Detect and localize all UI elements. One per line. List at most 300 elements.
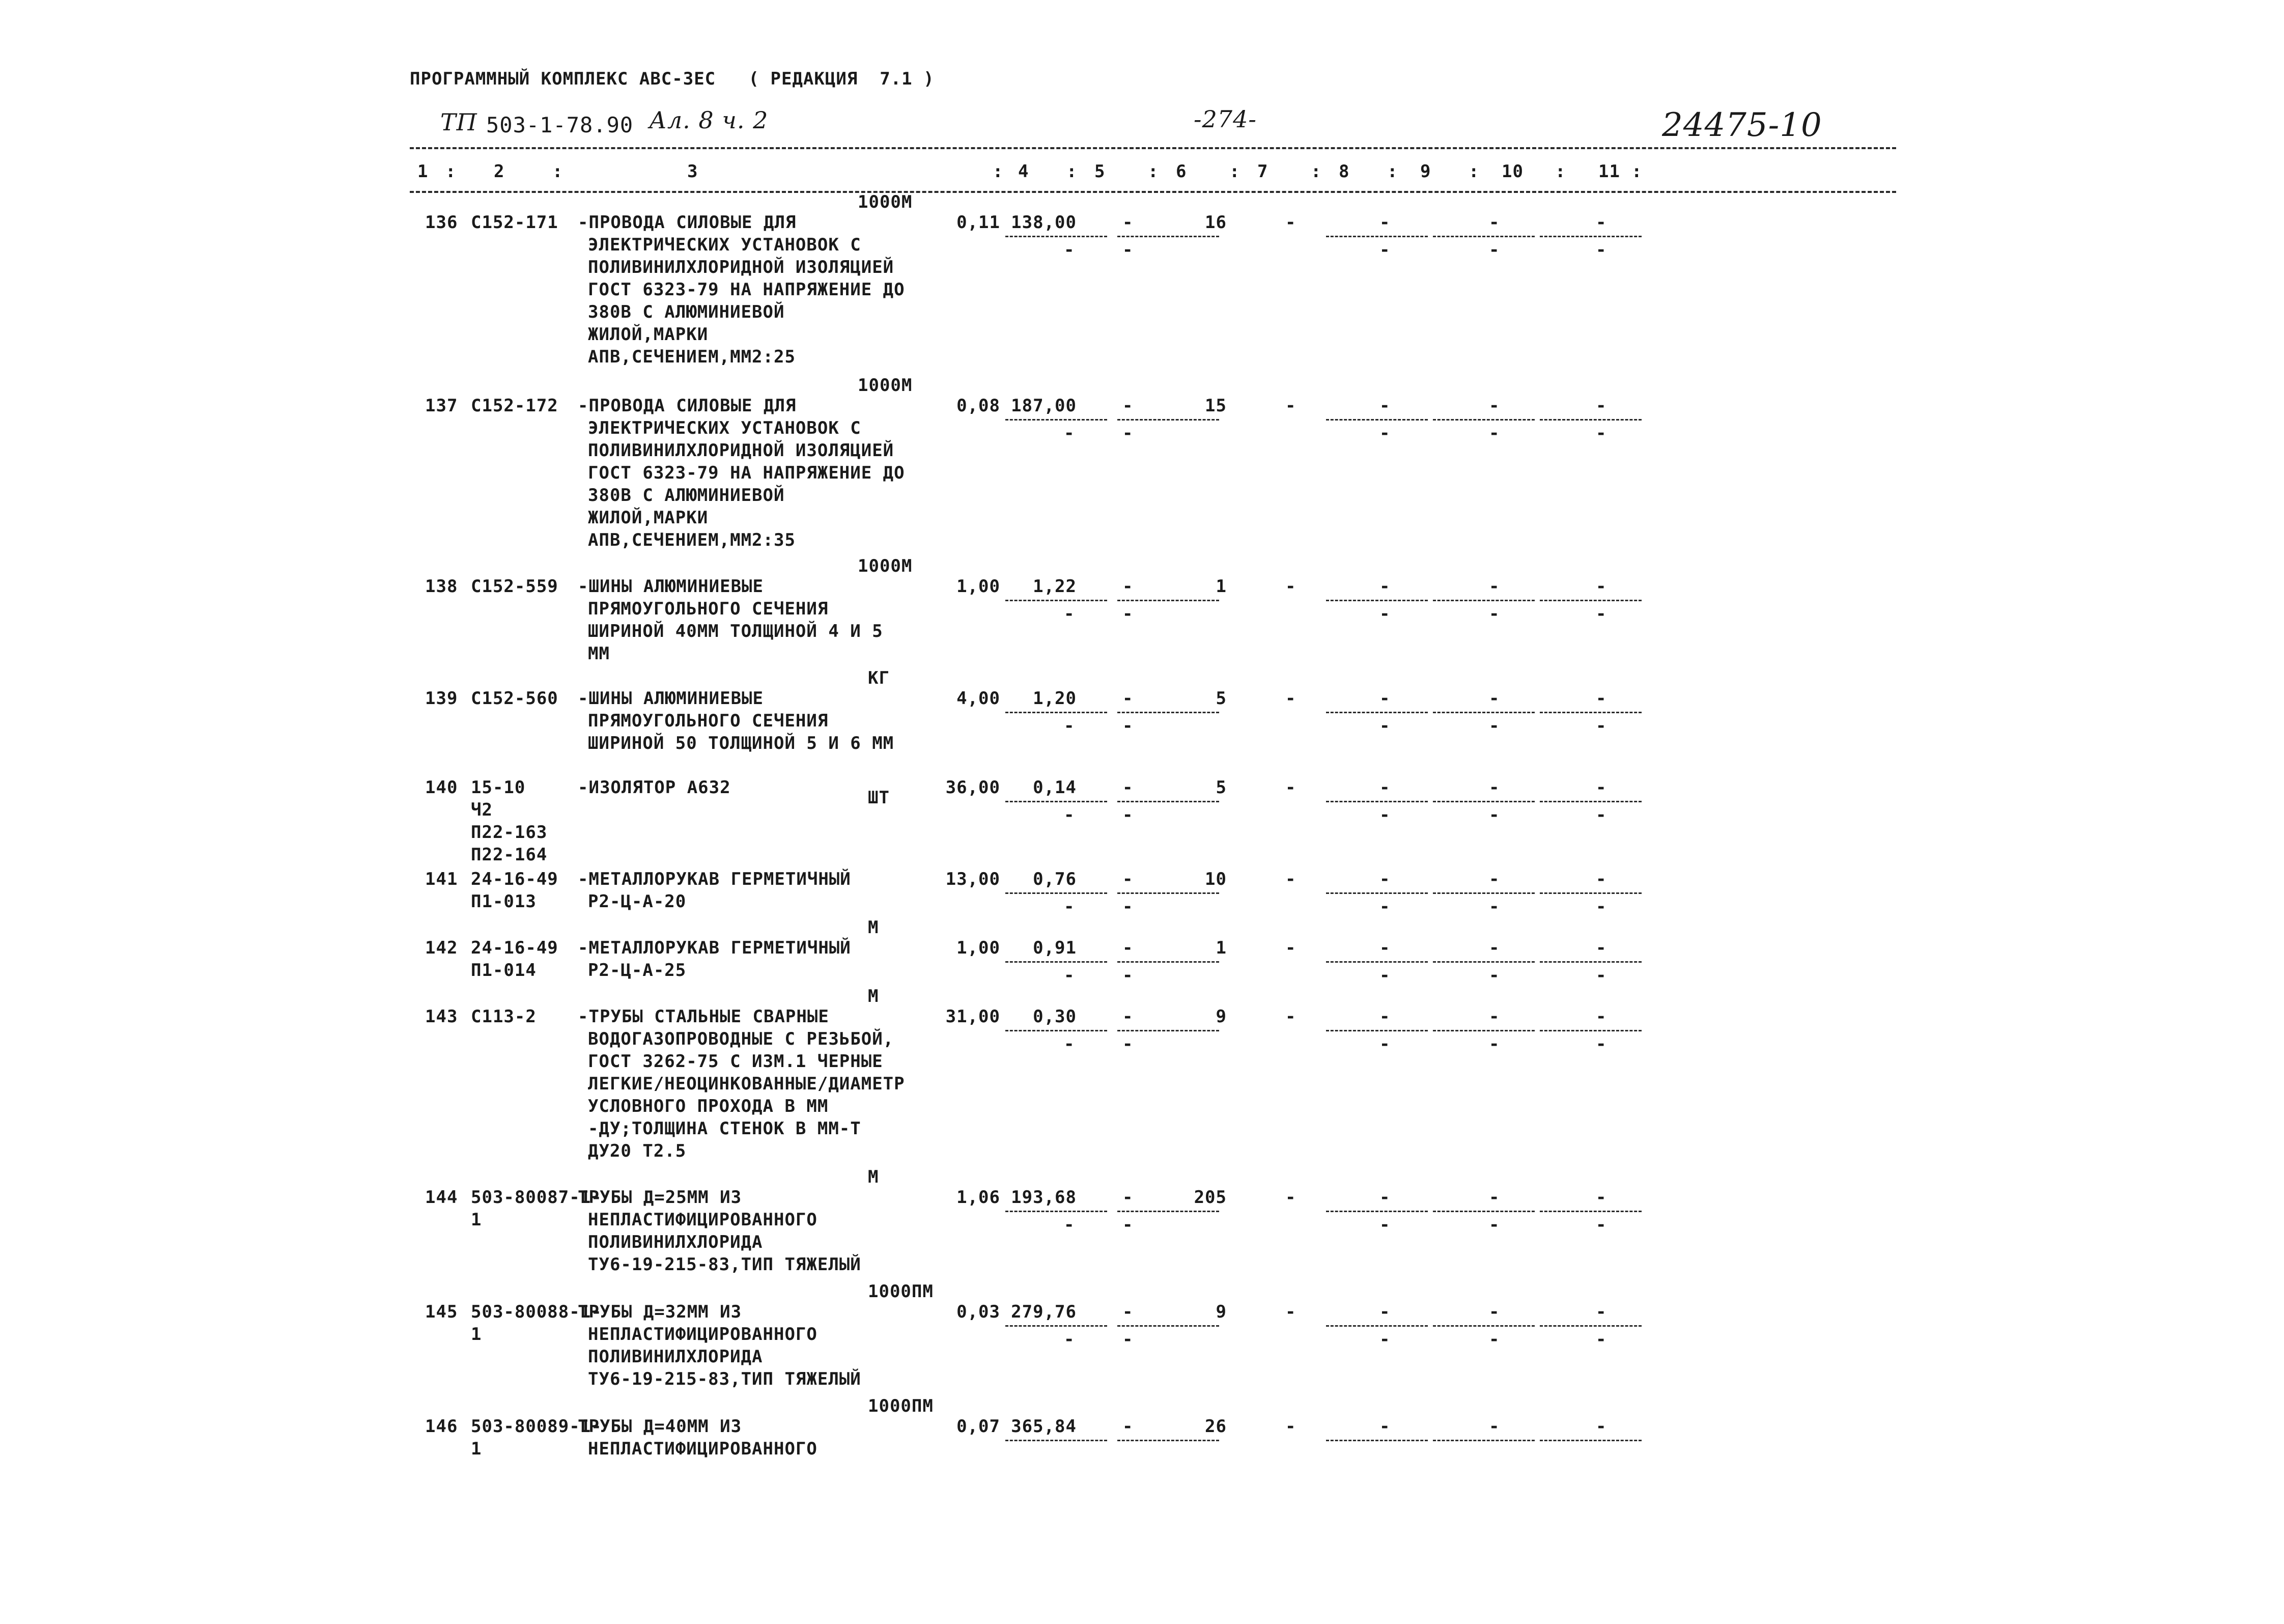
col8-value: - <box>1285 1302 1296 1322</box>
col6-sub-value: - <box>1122 1034 1134 1054</box>
subtotal-rule <box>1433 1211 1535 1212</box>
unit-label: М <box>868 986 879 1006</box>
description-line: ЛЕГКИЕ/НЕОЦИНКОВАННЫЕ/ДИАМЕТР <box>588 1074 905 1094</box>
col9-value: - <box>1379 396 1391 416</box>
subtotal-rule <box>1005 1030 1107 1031</box>
program-header: ПРОГРАММНЫЙ КОМПЛЕКС АВС-3ЕС ( РЕДАКЦИЯ 7.1 ) <box>410 69 935 89</box>
col10-value: - <box>1489 938 1500 958</box>
description-line: -ПРОВОДА СИЛОВЫЕ ДЛЯ <box>578 212 797 233</box>
col9-value: - <box>1379 1416 1391 1437</box>
col7-value: 10 <box>1205 869 1227 889</box>
col8-value: - <box>1285 688 1296 709</box>
col11-value: - <box>1596 1416 1607 1437</box>
subtotal-rule <box>1117 892 1219 894</box>
subtotal-rule <box>1540 1030 1642 1031</box>
col10-value: - <box>1489 777 1500 798</box>
quantity: 31,00 <box>945 1006 1000 1027</box>
col5-sub-value: - <box>1064 716 1075 736</box>
col9-sub-value: - <box>1379 604 1391 624</box>
resource-code: П22-164 <box>471 845 548 865</box>
col8-value: - <box>1285 938 1296 958</box>
col9-value: - <box>1379 777 1391 798</box>
col9-sub-value: - <box>1379 897 1391 917</box>
col6-sub-value: - <box>1122 716 1134 736</box>
resource-code: Ч2 <box>471 800 493 820</box>
col10-sub-value: - <box>1489 604 1500 624</box>
col11-value: - <box>1596 938 1607 958</box>
column-header-11: 11 <box>1598 161 1620 182</box>
col11-sub-value: - <box>1596 716 1607 736</box>
col10-sub-value: - <box>1489 805 1500 825</box>
subtotal-rule <box>1433 892 1535 894</box>
col10-value: - <box>1489 576 1500 597</box>
unit-label: КГ <box>868 668 890 688</box>
col11-sub-value: - <box>1596 423 1607 443</box>
description-line: АПВ,СЕЧЕНИЕМ,ММ2:35 <box>588 530 796 550</box>
col9-sub-value: - <box>1379 423 1391 443</box>
row-number: 139 <box>425 688 458 709</box>
resource-code: П1-013 <box>471 891 537 912</box>
unit-price: 0,76 <box>1033 869 1077 889</box>
col10-value: - <box>1489 688 1500 709</box>
subtotal-rule <box>1433 712 1535 713</box>
col8-value: - <box>1285 1006 1296 1027</box>
col11-sub-value: - <box>1596 1215 1607 1235</box>
row-number: 146 <box>425 1416 458 1437</box>
description-line: ТРУБЫ Д=25ММ ИЗ <box>578 1187 742 1208</box>
col6-value: - <box>1122 576 1134 597</box>
col11-value: - <box>1596 576 1607 597</box>
col8-value: - <box>1285 576 1296 597</box>
description-line: ШИРИНОЙ 40ММ ТОЛЩИНОЙ 4 И 5 <box>588 621 883 641</box>
description-line: ПРЯМОУГОЛЬНОГО СЕЧЕНИЯ <box>588 599 829 619</box>
subtotal-rule <box>1326 712 1428 713</box>
col6-sub-value: - <box>1122 423 1134 443</box>
column-separator: : <box>1148 161 1159 182</box>
subtotal-rule <box>1540 712 1642 713</box>
col11-value: - <box>1596 212 1607 233</box>
unit-price: 0,30 <box>1033 1006 1077 1027</box>
subtotal-rule <box>1326 236 1428 237</box>
col7-value: 15 <box>1205 396 1227 416</box>
col10-value: - <box>1489 1187 1500 1208</box>
col7-value: 1 <box>1216 576 1227 597</box>
description-line: ПРЯМОУГОЛЬНОГО СЕЧЕНИЯ <box>588 711 829 731</box>
column-separator: : <box>552 161 563 182</box>
unit-price: 187,00 <box>1011 396 1077 416</box>
subtotal-rule <box>1326 1325 1428 1327</box>
col10-value: - <box>1489 212 1500 233</box>
column-header-10: 10 <box>1502 161 1524 182</box>
subtotal-rule <box>1005 1211 1107 1212</box>
subtotal-rule <box>1433 1325 1535 1327</box>
row-number: 141 <box>425 869 458 889</box>
unit-price: 138,00 <box>1011 212 1077 233</box>
col6-value: - <box>1122 1187 1134 1208</box>
description-line: ЖИЛОЙ,МАРКИ <box>588 508 709 528</box>
description-line: ТУ6-19-215-83,ТИП ТЯЖЕЛЫЙ <box>588 1369 861 1389</box>
row-number: 144 <box>425 1187 458 1208</box>
subtotal-rule <box>1117 801 1219 802</box>
column-header-1: 1 <box>417 161 429 182</box>
resource-code: 24-16-49 <box>471 869 558 889</box>
subtotal-rule <box>1117 419 1219 421</box>
unit-label: М <box>868 917 879 938</box>
col9-sub-value: - <box>1379 1034 1391 1054</box>
subtotal-rule <box>1433 961 1535 963</box>
col11-sub-value: - <box>1596 965 1607 986</box>
resource-code: 503-80088-1- <box>471 1302 602 1322</box>
subtotal-rule <box>1005 961 1107 963</box>
quantity: 0,07 <box>956 1416 1000 1437</box>
col10-value: - <box>1489 1302 1500 1322</box>
column-separator: : <box>445 161 457 182</box>
col9-value: - <box>1379 869 1391 889</box>
subtotal-rule <box>1005 419 1107 421</box>
unit-label: ШТ <box>868 788 890 808</box>
subtotal-rule <box>1433 236 1535 237</box>
col5-sub-value: - <box>1064 1034 1075 1054</box>
subtotal-rule <box>1433 1440 1535 1441</box>
quantity: 0,11 <box>956 212 1000 233</box>
document-number: 24475-10 <box>1662 106 1822 144</box>
description-line: 380В С АЛЮМИНИЕВОЙ <box>588 302 785 322</box>
col8-value: - <box>1285 777 1296 798</box>
col11-value: - <box>1596 396 1607 416</box>
col8-value: - <box>1285 212 1296 233</box>
description-line: ШИРИНОЙ 50 ТОЛЩИНОЙ 5 И 6 ММ <box>588 733 894 753</box>
col10-sub-value: - <box>1489 1034 1500 1054</box>
col6-value: - <box>1122 777 1134 798</box>
col9-sub-value: - <box>1379 805 1391 825</box>
col10-value: - <box>1489 396 1500 416</box>
subtotal-rule <box>1005 712 1107 713</box>
col6-sub-value: - <box>1122 1215 1134 1235</box>
col10-sub-value: - <box>1489 716 1500 736</box>
description-line: ММ <box>588 643 610 664</box>
row-number: 145 <box>425 1302 458 1322</box>
column-header-5: 5 <box>1094 161 1106 182</box>
description-line: НЕПЛАСТИФИЦИРОВАННОГО <box>588 1324 817 1345</box>
col5-sub-value: - <box>1064 1329 1075 1350</box>
description-line: Р2-Ц-А-25 <box>588 960 687 981</box>
description-line: -ШИНЫ АЛЮМИНИЕВЫЕ <box>578 576 764 597</box>
col9-sub-value: - <box>1379 965 1391 986</box>
col7-value: 9 <box>1216 1006 1227 1027</box>
description-line: ПОЛИВИНИЛХЛОРИДА <box>588 1232 763 1252</box>
col9-sub-value: - <box>1379 716 1391 736</box>
column-separator: : <box>1555 161 1566 182</box>
row-number: 138 <box>425 576 458 597</box>
subtotal-rule <box>1433 1030 1535 1031</box>
quantity: 1,00 <box>956 576 1000 597</box>
col5-sub-value: - <box>1064 805 1075 825</box>
quantity: 0,03 <box>956 1302 1000 1322</box>
subtotal-rule <box>1117 236 1219 237</box>
unit-label: 1000М <box>858 375 913 396</box>
subtotal-rule <box>1540 1440 1642 1441</box>
unit-label: М <box>868 1167 879 1187</box>
col9-value: - <box>1379 1187 1391 1208</box>
col8-value: - <box>1285 869 1296 889</box>
subtotal-rule <box>1326 1211 1428 1212</box>
col11-sub-value: - <box>1596 604 1607 624</box>
description-line: ЭЛЕКТРИЧЕСКИХ УСТАНОВОК С <box>588 418 861 438</box>
col9-value: - <box>1379 688 1391 709</box>
col10-sub-value: - <box>1489 423 1500 443</box>
column-header-3: 3 <box>687 161 698 182</box>
description-line: НЕПЛАСТИФИЦИРОВАННОГО <box>588 1210 817 1230</box>
description-line: ДУ20 Т2.5 <box>588 1141 687 1161</box>
resource-code: 503-80089-1- <box>471 1416 602 1437</box>
col11-sub-value: - <box>1596 1329 1607 1350</box>
resource-code: 1 <box>471 1324 482 1345</box>
col6-sub-value: - <box>1122 604 1134 624</box>
col7-value: 205 <box>1194 1187 1227 1208</box>
col8-value: - <box>1285 396 1296 416</box>
subtotal-rule <box>1005 600 1107 601</box>
col10-sub-value: - <box>1489 965 1500 986</box>
description-line: ЖИЛОЙ,МАРКИ <box>588 324 709 345</box>
unit-price: 0,91 <box>1033 938 1077 958</box>
column-separator: : <box>1066 161 1078 182</box>
column-header-6: 6 <box>1176 161 1187 182</box>
description-line: НЕПЛАСТИФИЦИРОВАННОГО <box>588 1439 817 1459</box>
subtotal-rule <box>1326 961 1428 963</box>
col11-value: - <box>1596 869 1607 889</box>
subtotal-rule <box>1540 892 1642 894</box>
col11-value: - <box>1596 688 1607 709</box>
quantity: 0,08 <box>956 396 1000 416</box>
description-line: -МЕТАЛЛОРУКАВ ГЕРМЕТИЧНЫЙ <box>578 938 851 958</box>
subtotal-rule <box>1433 801 1535 802</box>
description-line: ГОСТ 6323-79 НА НАПРЯЖЕНИЕ ДО <box>588 463 905 483</box>
col5-sub-value: - <box>1064 897 1075 917</box>
header-top-rule <box>410 147 1896 149</box>
subtotal-rule <box>1326 892 1428 894</box>
col5-sub-value: - <box>1064 604 1075 624</box>
subtotal-rule <box>1326 801 1428 802</box>
resource-code: С152-560 <box>471 688 558 709</box>
project-code: 503-1-78.90 <box>486 113 634 137</box>
quantity: 4,00 <box>956 688 1000 709</box>
description-line: ГОСТ 3262-75 С ИЗМ.1 ЧЕРНЫЕ <box>588 1051 883 1072</box>
subtotal-rule <box>1005 892 1107 894</box>
subtotal-rule <box>1540 1211 1642 1212</box>
col5-sub-value: - <box>1064 965 1075 986</box>
col9-sub-value: - <box>1379 1215 1391 1235</box>
subtotal-rule <box>1005 1440 1107 1441</box>
subtotal-rule <box>1005 801 1107 802</box>
column-separator: : <box>993 161 1004 182</box>
description-line: Р2-Ц-А-20 <box>588 891 687 912</box>
col7-value: 16 <box>1205 212 1227 233</box>
description-line: -ДУ;ТОЛЩИНА СТЕНОК В ММ-Т <box>588 1118 861 1139</box>
description-line: -ШИНЫ АЛЮМИНИЕВЫЕ <box>578 688 764 709</box>
quantity: 1,06 <box>956 1187 1000 1208</box>
quantity: 36,00 <box>945 777 1000 798</box>
unit-price: 1,20 <box>1033 688 1077 709</box>
resource-code: П1-014 <box>471 960 537 981</box>
subtotal-rule <box>1433 419 1535 421</box>
col10-sub-value: - <box>1489 1329 1500 1350</box>
project-code-hand-suffix: Ал. 8 ч. 2 <box>649 106 769 134</box>
subtotal-rule <box>1117 712 1219 713</box>
col9-sub-value: - <box>1379 240 1391 260</box>
col9-value: - <box>1379 212 1391 233</box>
col9-value: - <box>1379 576 1391 597</box>
col7-value: 5 <box>1216 688 1227 709</box>
col8-value: - <box>1285 1187 1296 1208</box>
column-separator: : <box>1229 161 1240 182</box>
description-line: УСЛОВНОГО ПРОХОДА В ММ <box>588 1096 829 1116</box>
col5-sub-value: - <box>1064 240 1075 260</box>
resource-code: С152-172 <box>471 396 558 416</box>
col6-value: - <box>1122 688 1134 709</box>
subtotal-rule <box>1540 236 1642 237</box>
col6-sub-value: - <box>1122 805 1134 825</box>
subtotal-rule <box>1540 600 1642 601</box>
column-header-2: 2 <box>494 161 505 182</box>
unit-label: 1000ПМ <box>868 1281 934 1302</box>
col6-value: - <box>1122 869 1134 889</box>
resource-code: 24-16-49 <box>471 938 558 958</box>
description-line: АПВ,СЕЧЕНИЕМ,ММ2:25 <box>588 347 796 367</box>
col6-value: - <box>1122 396 1134 416</box>
subtotal-rule <box>1326 1440 1428 1441</box>
col10-value: - <box>1489 869 1500 889</box>
column-header-8: 8 <box>1339 161 1350 182</box>
resource-code: 15-10 <box>471 777 526 798</box>
unit-price: 193,68 <box>1011 1187 1077 1208</box>
col6-sub-value: - <box>1122 965 1134 986</box>
col11-sub-value: - <box>1596 805 1607 825</box>
col9-value: - <box>1379 1006 1391 1027</box>
col5-sub-value: - <box>1064 1215 1075 1235</box>
unit-price: 1,22 <box>1033 576 1077 597</box>
col10-sub-value: - <box>1489 240 1500 260</box>
subtotal-rule <box>1326 1030 1428 1031</box>
col11-value: - <box>1596 1302 1607 1322</box>
subtotal-rule <box>1540 419 1642 421</box>
description-line: -ПРОВОДА СИЛОВЫЕ ДЛЯ <box>578 396 797 416</box>
col9-value: - <box>1379 1302 1391 1322</box>
col6-value: - <box>1122 1302 1134 1322</box>
unit-label: 1000М <box>858 192 913 212</box>
subtotal-rule <box>1326 419 1428 421</box>
resource-code: С152-559 <box>471 576 558 597</box>
subtotal-rule <box>1326 600 1428 601</box>
subtotal-rule <box>1540 801 1642 802</box>
resource-code: 503-80087-1- <box>471 1187 602 1208</box>
resource-code: 1 <box>471 1439 482 1459</box>
row-number: 140 <box>425 777 458 798</box>
description-line: ТРУБЫ Д=40ММ ИЗ <box>578 1416 742 1437</box>
subtotal-rule <box>1117 600 1219 601</box>
col6-value: - <box>1122 212 1134 233</box>
column-header-7: 7 <box>1257 161 1268 182</box>
col7-value: 1 <box>1216 938 1227 958</box>
subtotal-rule <box>1117 1211 1219 1212</box>
col11-value: - <box>1596 1006 1607 1027</box>
column-separator: : <box>1469 161 1480 182</box>
col10-value: - <box>1489 1006 1500 1027</box>
subtotal-rule <box>1117 1440 1219 1441</box>
subtotal-rule <box>1117 1325 1219 1327</box>
unit-label: 1000ПМ <box>868 1396 934 1416</box>
description-line: ТРУБЫ Д=32ММ ИЗ <box>578 1302 742 1322</box>
col10-sub-value: - <box>1489 1215 1500 1235</box>
row-number: 142 <box>425 938 458 958</box>
subtotal-rule <box>1005 236 1107 237</box>
col7-value: 5 <box>1216 777 1227 798</box>
col9-value: - <box>1379 938 1391 958</box>
col10-value: - <box>1489 1416 1500 1437</box>
subtotal-rule <box>1540 961 1642 963</box>
subtotal-rule <box>1117 961 1219 963</box>
column-header-4: 4 <box>1018 161 1029 182</box>
project-code-hand-prefix: ТП <box>440 108 477 136</box>
unit-price: 365,84 <box>1011 1416 1077 1437</box>
subtotal-rule <box>1117 1030 1219 1031</box>
subtotal-rule <box>1005 1325 1107 1327</box>
resource-code: 1 <box>471 1210 482 1230</box>
subtotal-rule <box>1540 1325 1642 1327</box>
column-separator: : <box>1631 161 1643 182</box>
description-line: ТУ6-19-215-83,ТИП ТЯЖЕЛЫЙ <box>588 1254 861 1275</box>
description-line: ГОСТ 6323-79 НА НАПРЯЖЕНИЕ ДО <box>588 279 905 300</box>
page-number: -274- <box>1194 105 1257 133</box>
column-separator: : <box>1311 161 1322 182</box>
row-number: 137 <box>425 396 458 416</box>
description-line: -ТРУБЫ СТАЛЬНЫЕ СВАРНЫЕ <box>578 1006 829 1027</box>
col6-sub-value: - <box>1122 1329 1134 1350</box>
col6-value: - <box>1122 1416 1134 1437</box>
column-separator: : <box>1387 161 1398 182</box>
col6-sub-value: - <box>1122 240 1134 260</box>
col11-value: - <box>1596 777 1607 798</box>
col7-value: 26 <box>1205 1416 1227 1437</box>
col7-value: 9 <box>1216 1302 1227 1322</box>
quantity: 13,00 <box>945 869 1000 889</box>
description-line: ПОЛИВИНИЛХЛОРИДА <box>588 1347 763 1367</box>
description-line: 380В С АЛЮМИНИЕВОЙ <box>588 485 785 506</box>
col6-value: - <box>1122 1006 1134 1027</box>
resource-code: С152-171 <box>471 212 558 233</box>
col5-sub-value: - <box>1064 423 1075 443</box>
description-line: -МЕТАЛЛОРУКАВ ГЕРМЕТИЧНЫЙ <box>578 869 851 889</box>
description-line: ПОЛИВИНИЛХЛОРИДНОЙ ИЗОЛЯЦИЕЙ <box>588 257 894 277</box>
unit-price: 0,14 <box>1033 777 1077 798</box>
col11-sub-value: - <box>1596 897 1607 917</box>
unit-label: 1000М <box>858 556 913 576</box>
col11-sub-value: - <box>1596 1034 1607 1054</box>
row-number: 143 <box>425 1006 458 1027</box>
description-line: ПОЛИВИНИЛХЛОРИДНОЙ ИЗОЛЯЦИЕЙ <box>588 440 894 461</box>
description-line: ВОДОГАЗОПРОВОДНЫЕ С РЕЗЬБОЙ, <box>588 1029 894 1049</box>
quantity: 1,00 <box>956 938 1000 958</box>
col6-sub-value: - <box>1122 897 1134 917</box>
col8-value: - <box>1285 1416 1296 1437</box>
subtotal-rule <box>1433 600 1535 601</box>
row-number: 136 <box>425 212 458 233</box>
header-bottom-rule <box>410 191 1896 193</box>
col10-sub-value: - <box>1489 897 1500 917</box>
col11-sub-value: - <box>1596 240 1607 260</box>
col9-sub-value: - <box>1379 1329 1391 1350</box>
description-line: ЭЛЕКТРИЧЕСКИХ УСТАНОВОК С <box>588 235 861 255</box>
col11-value: - <box>1596 1187 1607 1208</box>
